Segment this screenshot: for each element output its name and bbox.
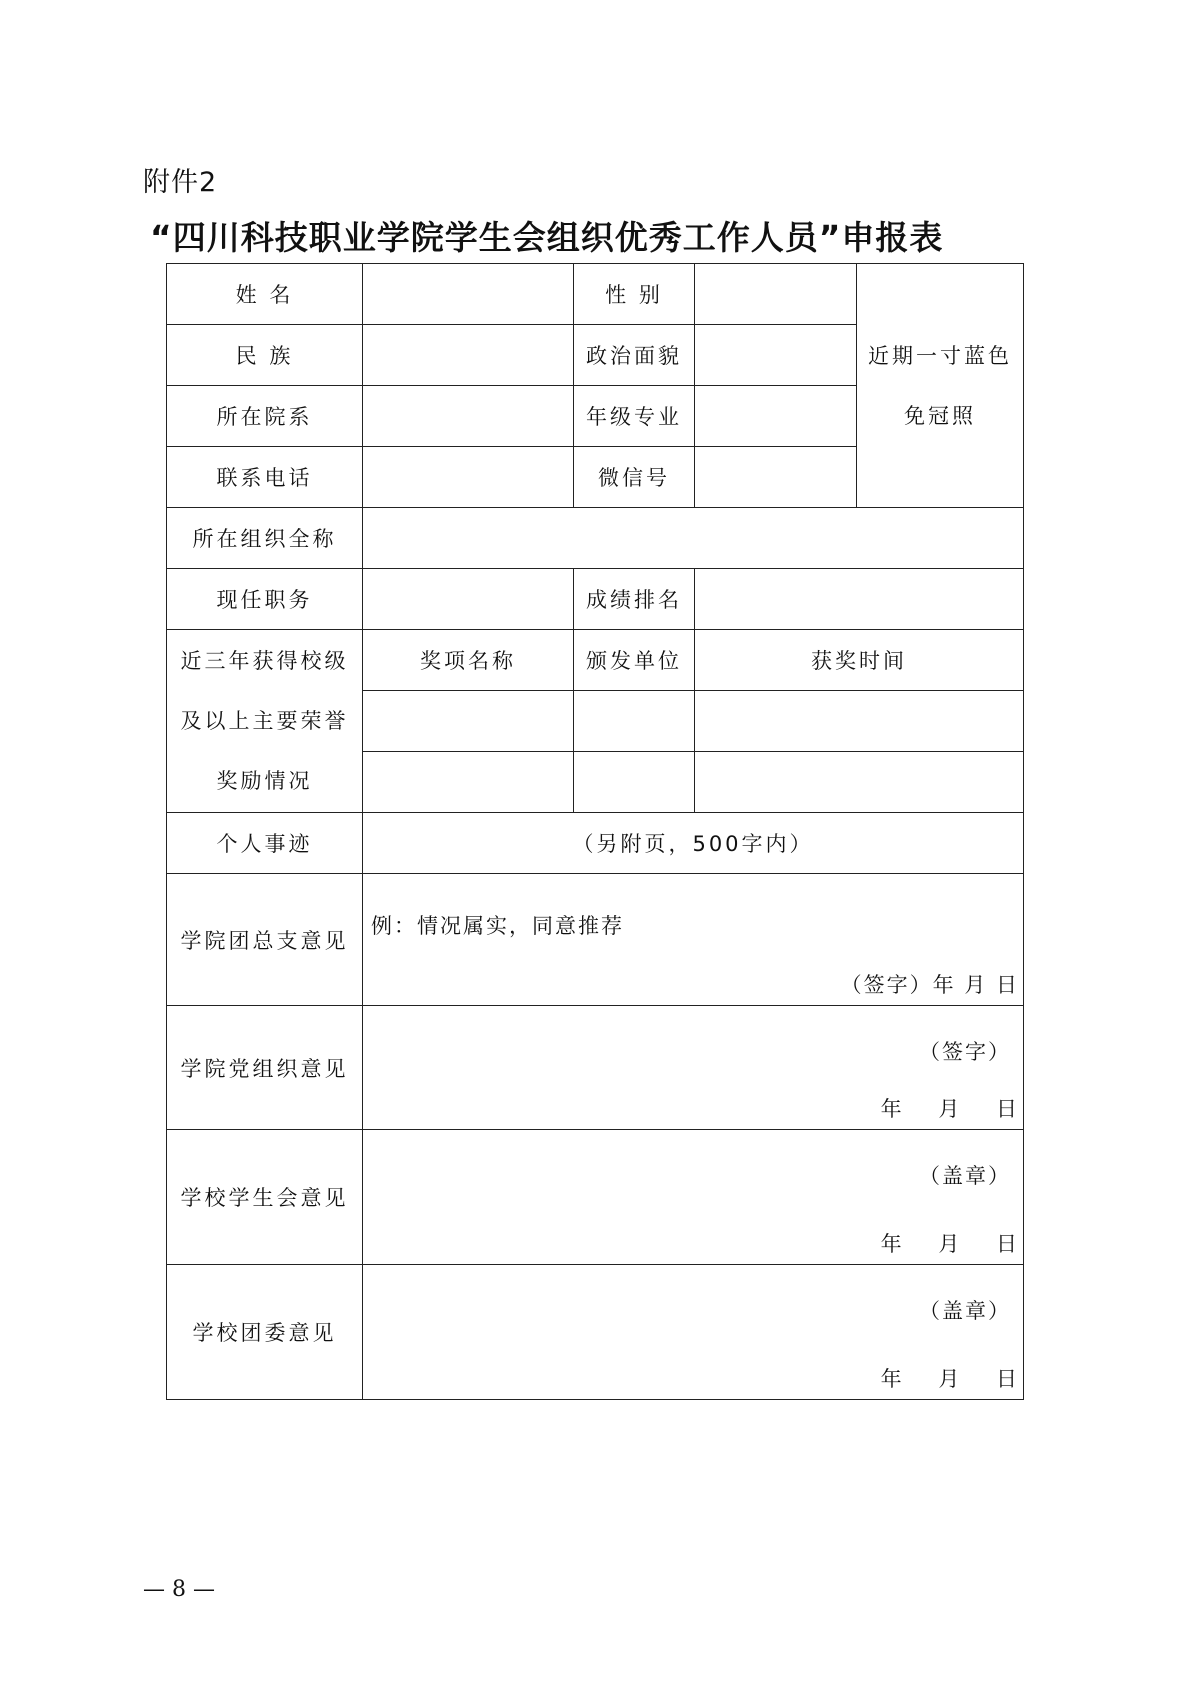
org-fullname-field[interactable] (363, 508, 1024, 569)
deeds-label: 个人事迹 (167, 813, 363, 874)
position-field[interactable] (363, 569, 574, 630)
ethnicity-label: 民 族 (167, 325, 363, 386)
college-league-sign: （签字）年 月 日 (840, 973, 1019, 997)
photo-note-line2: 免冠照 (904, 403, 976, 428)
award-time-header: 获奖时间 (695, 630, 1024, 691)
ethnicity-field[interactable] (363, 325, 574, 386)
page-number: — 8 — (143, 1577, 215, 1602)
political-label: 政治面貌 (574, 325, 695, 386)
form-title: “四川科技职业学院学生会组织优秀工作人员”申报表 (150, 218, 944, 257)
name-label: 姓 名 (167, 264, 363, 325)
issuer-field[interactable] (574, 752, 695, 813)
position-label: 现任职务 (167, 569, 363, 630)
phone-label: 联系电话 (167, 447, 363, 508)
grade-major-field[interactable] (695, 386, 857, 447)
gender-field[interactable] (695, 264, 857, 325)
school-league-label: 学校团委意见 (167, 1265, 363, 1400)
award-time-field[interactable] (695, 752, 1024, 813)
political-field[interactable] (695, 325, 857, 386)
college-party-date: 年 月 日 (880, 1097, 1019, 1121)
grade-major-label: 年级专业 (574, 386, 695, 447)
honors-label (167, 630, 363, 813)
school-union-date: 年 月 日 (880, 1232, 1019, 1256)
award-time-field[interactable] (695, 691, 1024, 752)
college-league-example: 例：情况属实，同意推荐 (371, 914, 624, 938)
deeds-note: （另附页，500字内） (363, 813, 1024, 874)
attachment-label: 附件2 (143, 167, 218, 198)
photo-box[interactable] (857, 264, 1024, 508)
wechat-field[interactable] (695, 447, 857, 508)
ranking-field[interactable] (695, 569, 1024, 630)
ranking-label: 成绩排名 (574, 569, 695, 630)
college-party-opinion[interactable] (363, 1006, 1024, 1130)
school-union-opinion[interactable] (363, 1130, 1024, 1265)
college-league-label: 学院团总支意见 (167, 874, 363, 1006)
college-league-opinion[interactable] (363, 874, 1024, 1006)
school-league-date: 年 月 日 (880, 1367, 1019, 1391)
honors-label-line2: 及以上主要荣誉 (180, 709, 349, 733)
name-field[interactable] (363, 264, 574, 325)
photo-note-line1: 近期一寸蓝色 (868, 343, 1012, 368)
issuer-header: 颁发单位 (574, 630, 695, 691)
application-form-table (166, 263, 1024, 1400)
issuer-field[interactable] (574, 691, 695, 752)
award-name-field[interactable] (363, 752, 574, 813)
school-league-seal: （盖章） (919, 1299, 1011, 1323)
school-union-seal: （盖章） (919, 1164, 1011, 1188)
department-label: 所在院系 (167, 386, 363, 447)
award-name-field[interactable] (363, 691, 574, 752)
school-league-opinion[interactable] (363, 1265, 1024, 1400)
award-name-header: 奖项名称 (363, 630, 574, 691)
school-union-label: 学校学生会意见 (167, 1130, 363, 1265)
college-party-label: 学院党组织意见 (167, 1006, 363, 1130)
college-party-sign: （签字） (919, 1040, 1011, 1064)
wechat-label: 微信号 (574, 447, 695, 508)
org-fullname-label: 所在组织全称 (167, 508, 363, 569)
department-field[interactable] (363, 386, 574, 447)
gender-label: 性 别 (574, 264, 695, 325)
honors-label-line1: 近三年获得校级 (180, 649, 349, 673)
honors-label-line3: 奖励情况 (216, 769, 313, 793)
phone-field[interactable] (363, 447, 574, 508)
